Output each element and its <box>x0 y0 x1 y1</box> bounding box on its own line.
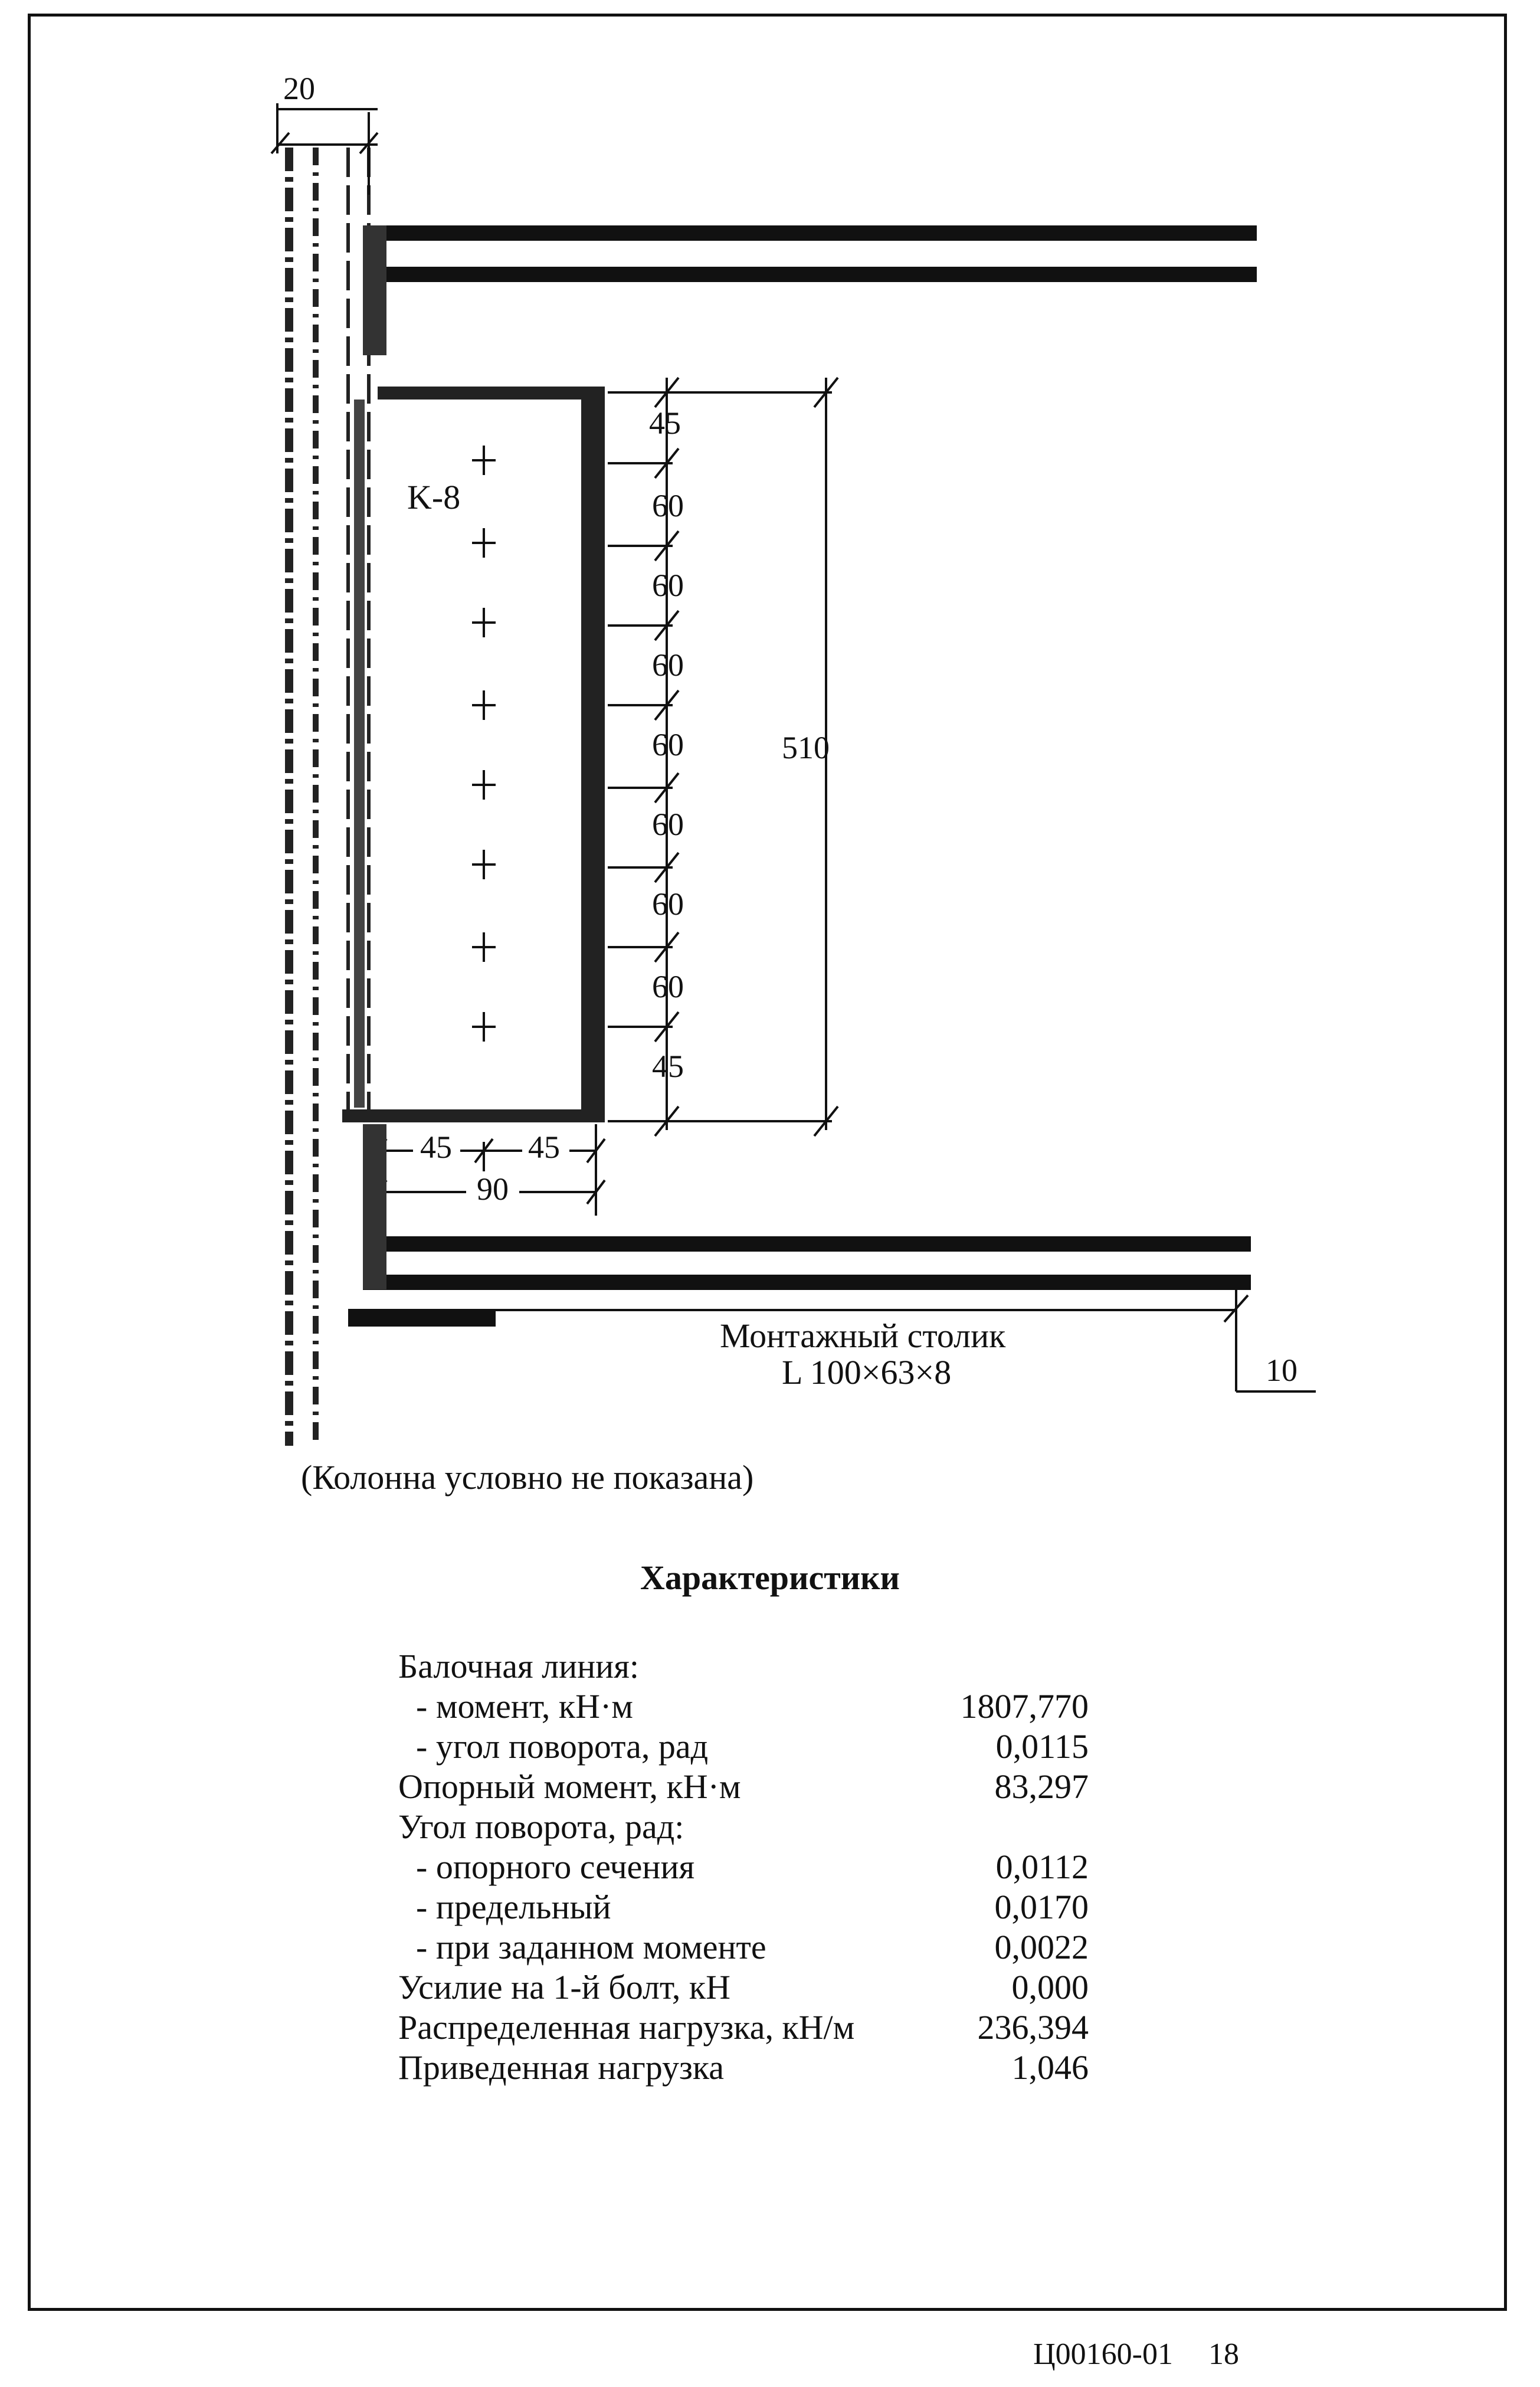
seat-dim: 10 <box>1266 1353 1297 1388</box>
end-plate <box>342 387 605 1122</box>
char-row: - предельный 0,0170 <box>416 1888 1089 1926</box>
char-row: Приведенная нагрузка 1,046 <box>398 2048 1089 2087</box>
page-footer <box>998 2337 1239 2372</box>
dim-overall: 510 <box>782 730 830 765</box>
seat-label-2: L 100×63×8 <box>782 1353 952 1391</box>
dim-v-9: 45 <box>652 1049 684 1084</box>
upper-beam-flanges <box>363 225 1257 355</box>
top-dim-text: 20 <box>283 71 315 106</box>
characteristics-table <box>398 1646 1089 2088</box>
dim-h-1: 45 <box>420 1129 452 1165</box>
vertical-dim-texts <box>649 405 830 1084</box>
dim-v-6: 60 <box>652 807 684 842</box>
dim-v-5: 60 <box>652 727 684 762</box>
char-row: - угол поворота, рад 0,0115 <box>416 1727 1089 1766</box>
page-number: 18 <box>1208 2337 1239 2371</box>
char-row: Угол поворота, рад: <box>398 1808 684 1846</box>
beam-label: K-8 <box>407 478 461 516</box>
characteristics-title: Характеристики <box>640 1558 900 1597</box>
char-row: - момент, кН·м 1807,770 <box>416 1687 1089 1725</box>
char-row: Опорный момент, кН·м 83,297 <box>398 1767 1089 1806</box>
char-row: Балочная линия: <box>398 1647 639 1685</box>
seat-label-1: Монтажный столик <box>720 1317 1006 1355</box>
document-code: Ц00160-01 <box>1033 2337 1173 2371</box>
char-row: Распределенная нагрузка, кН/м 236,394 <box>398 2008 1089 2047</box>
dim-v-3: 60 <box>652 568 684 603</box>
char-row: - опорного сечения 0,0112 <box>416 1848 1089 1886</box>
dim-v-4: 60 <box>652 647 684 683</box>
drawing-caption: (Колонна условно не показана) <box>301 1458 754 1497</box>
char-row: Усилие на 1-й болт, кН 0,000 <box>398 1968 1089 2006</box>
dim-h-total: 90 <box>477 1171 509 1207</box>
bolt-marks <box>472 446 496 1042</box>
dim-v-2: 60 <box>652 488 684 523</box>
char-row: - при заданном моменте 0,0022 <box>416 1928 1089 1966</box>
dim-v-8: 60 <box>652 969 684 1004</box>
dim-v-7: 60 <box>652 886 684 922</box>
dim-v-1: 45 <box>649 405 681 441</box>
dim-h-2: 45 <box>528 1129 560 1165</box>
